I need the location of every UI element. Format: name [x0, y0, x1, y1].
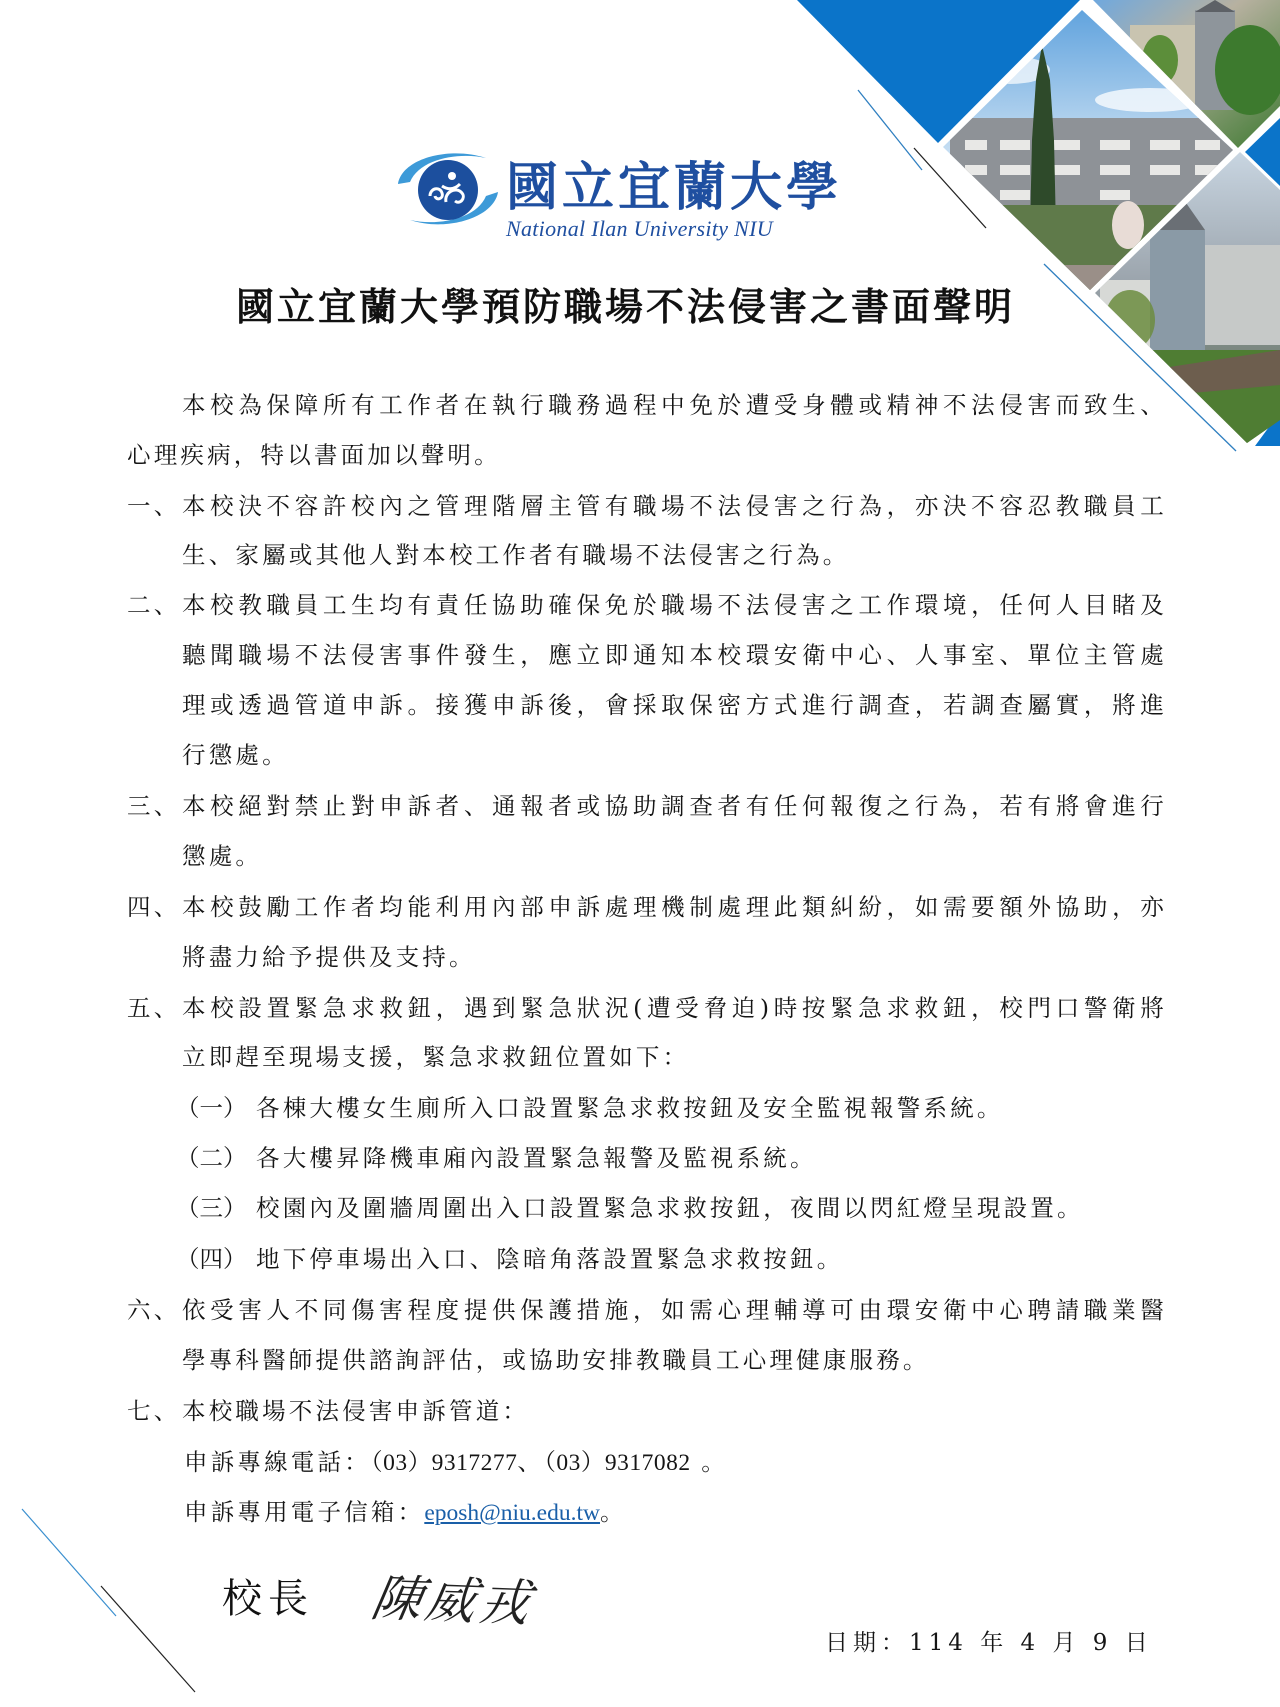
phone-label: 申訴專線電話：	[184, 1448, 371, 1476]
item-7-line-1: 本校職場不法侵害申訴管道：	[182, 1397, 530, 1425]
subitem-4-text: 地下停車場出入口、陰暗角落設置緊急求救按鈕。	[256, 1245, 844, 1273]
item-3-line-1: 本校絕對禁止對申訴者、通報者或協助調查者有任何報復之行為，若有將會進行	[182, 792, 1167, 820]
item-5-line-1: 本校設置緊急求救鈕，遇到緊急狀況(遭受脅迫)時按緊急求救鈕，校門口警衛將	[182, 994, 1167, 1022]
item-2-line-2: 聽聞職場不法侵害事件發生，應立即通知本校環安衛中心、人事室、單位主管處	[182, 641, 1167, 669]
subitem-number: （三）	[176, 1194, 247, 1222]
signature-title: 校長	[222, 1576, 314, 1622]
signature-handwritten-name: 陳威戎	[367, 1569, 539, 1633]
subitem-number: （四）	[176, 1245, 247, 1273]
document-date: 日期：114 年 4 月 9 日	[825, 1630, 1153, 1656]
item-1-line-2: 生、家屬或其他人對本校工作者有職場不法侵害之行為。	[182, 541, 850, 569]
item-2-line-4: 行懲處。	[182, 741, 289, 769]
phone-number-2: （03）9317082	[544, 1450, 691, 1476]
item-2-line-1: 本校教職員工生均有責任協助確保免於職場不法侵害之工作環境，任何人目睹及	[182, 591, 1167, 619]
email-end: 。	[600, 1498, 627, 1526]
email-link[interactable]: eposh@niu.edu.tw	[424, 1500, 600, 1526]
complaint-phone-line	[184, 1446, 728, 1478]
university-name-en: National Ilan University NIU	[506, 216, 773, 241]
item-6-line-2: 學專科醫師提供諮詢評估，或協助安排教職員工心理健康服務。	[182, 1346, 930, 1374]
phone-number-1: （03）9317277	[370, 1450, 518, 1476]
intro-line-1: 本校為保障所有工作者在執行職務過程中免於遭受身體或精神不法侵害而致生、	[182, 391, 1167, 419]
item-3-line-2: 懲處。	[182, 842, 263, 870]
item-4-line-1: 本校鼓勵工作者均能利用內部申訴處理機制處理此類糾紛，如需要額外協助，亦	[182, 893, 1167, 921]
item-2-line-3: 理或透過管道申訴。接獲申訴後，會採取保密方式進行調查，若調查屬實，將進	[182, 691, 1167, 719]
bottom-decoration-lines	[0, 1480, 240, 1707]
intro-line-2: 心理疾病，特以書面加以聲明。	[127, 441, 501, 469]
item-number: 四、	[127, 893, 181, 921]
item-number: 六、	[127, 1296, 181, 1324]
subitem-1-text: 各棟大樓女生廁所入口設置緊急求救按鈕及安全監視報警系統。	[256, 1094, 1004, 1122]
phone-end: 。	[690, 1448, 728, 1476]
subitem-number: （一）	[176, 1094, 247, 1122]
item-number: 三、	[127, 792, 181, 820]
complaint-email-line	[184, 1496, 627, 1528]
item-6-line-1: 依受害人不同傷害程度提供保護措施，如需心理輔導可由環安衛中心聘請職業醫	[182, 1296, 1167, 1324]
item-5-line-2: 立即趕至現場支援，緊急求救鈕位置如下：	[182, 1043, 690, 1071]
subitem-number: （二）	[176, 1144, 247, 1172]
item-number: 七、	[127, 1397, 181, 1425]
university-name-zh: 國立宜蘭大學	[506, 157, 843, 218]
subitem-2-text: 各大樓昇降機車廂內設置緊急報警及監視系統。	[256, 1144, 817, 1172]
item-number: 二、	[127, 591, 181, 619]
item-number: 五、	[127, 994, 181, 1022]
university-logo-emblem	[390, 144, 505, 234]
item-4-line-2: 將盡力給予提供及支持。	[182, 943, 476, 971]
page-title: 國立宜蘭大學預防職場不法侵害之書面聲明	[236, 284, 1016, 329]
item-number: 一、	[127, 492, 181, 520]
phone-separator: 、	[517, 1448, 545, 1476]
item-1-line-1: 本校決不容許校內之管理階層主管有職場不法侵害之行為，亦決不容忍教職員工	[182, 492, 1167, 520]
subitem-3-text: 校園內及圍牆周圍出入口設置緊急求救按鈕，夜間以閃紅燈呈現設置。	[256, 1194, 1084, 1222]
email-label: 申訴專用電子信箱：	[184, 1498, 425, 1526]
